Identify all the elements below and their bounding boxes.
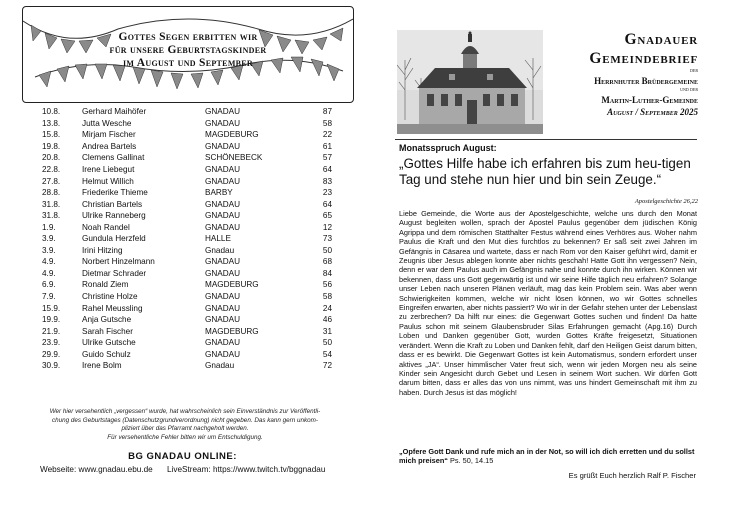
birthday-name: Guido Schulz: [82, 349, 131, 359]
privacy-note-line: pliziert über das Pfarramt nachgeholt werden.: [121, 425, 249, 432]
birthday-age: 87: [322, 107, 332, 117]
birthday-place: GNADAU: [205, 141, 241, 151]
birthday-row: [42, 360, 332, 372]
birthday-place: SCHÖNEBECK: [205, 153, 263, 163]
birthday-age: 23: [322, 188, 332, 198]
birthday-date: 21.9.: [42, 326, 61, 336]
birthday-heading-line: im August und September: [122, 57, 254, 69]
birthday-place: GNADAU: [205, 303, 241, 313]
birthday-name: Dietmar Schrader: [82, 268, 147, 278]
birthday-place: BARBY: [205, 188, 233, 198]
verse-source: Apostelgeschichte 26,22: [634, 198, 698, 205]
greeting: Es grüßt Euch herzlich Ralf P. Fischer: [568, 471, 696, 480]
birthday-row: [42, 256, 332, 268]
birthday-name: Gundula Herzfeld: [82, 234, 146, 244]
masthead-connector: der: [690, 69, 698, 74]
masthead-connector: und der: [680, 88, 698, 93]
birthday-date: 31.8.: [42, 199, 61, 209]
birthday-row: [42, 210, 332, 222]
birthday-place: GNADAU: [205, 222, 241, 232]
privacy-note-line: chung des Geburtstages (Datenschutzgrundverordnung) nicht gegeben. Das kann gern unkom-: [51, 416, 319, 424]
birthday-row: [42, 221, 332, 233]
birthday-row: [42, 348, 332, 360]
birthday-row: [42, 175, 332, 187]
birthday-age: 64: [322, 165, 332, 174]
birthday-age: 12: [322, 222, 332, 232]
birthday-date: 19.8.: [42, 141, 61, 151]
birthday-place: MAGDEBURG: [205, 326, 259, 336]
birthday-age: 83: [322, 176, 332, 186]
birthday-age: 58: [322, 292, 332, 302]
birthday-age: 50: [322, 338, 332, 348]
birthday-place: HALLE: [205, 234, 231, 244]
birthday-date: 19.9.: [42, 315, 61, 325]
birthday-row: [42, 129, 332, 141]
masthead: [528, 30, 698, 118]
birthday-age: 31: [322, 326, 332, 336]
birthday-date: 23.9.: [42, 338, 61, 348]
devotional-text: Liebe Gemeinde, die Worte aus der Apostelgeschichte, welche uns durch den Monat August begleiten wollen, sprach der Apostel Paulus gegenüber dem jüdischen König Agrippa und dem römischen Statthalter Festus während eines Verhöres aus. Woher nahm Paulus die Kraft und den Mut dies furchtlos zu bekennen? Er saß seit zwei Jahren im Gefängnis in Cäsarea und wartete, dass er nach Rom vor den Kaiser geführt wird, damit er Zeugnis über Jesus ablegen konnte aber nichts geschah! Hatte Gott ihn vergessen? Nein, denn er war dem Paulus auch im Gefängnis nahe und konnte durch ihn wirken. Können wir bekennen, dass uns Gott gegenwärtig ist und wir seine Hilfe täglich neu erfahren? Solange unser Leben nach unseren Plänen verläuft, mag das kein Problem sein. Was aber wenn Schwierigkeiten kommen, welche wir nicht lösen können, wo wir Gottes schnelles Eingreifen erwarten, aber nichts passiert? Wo wir in der Gefahr stehen unter der Lebenslast zu zerbrechen? Da hilft nur eines: die Gegenwart Gottes suchen und finden! Da hatte Paulus schon mit seinem Glaubensbruder Silas Erfahrungen gemacht (Apg.16) Durch Loben und Danken gegenüber Gott, wurden Gottes Kräfte freigesetzt, Situationen verändert. Wenn die Kraft zu Loben und Danken fehlt, darf den Heiligen Geist darum bitten, dass er es bewirkt. Die Gegenwart Gottes ist kein Automatismus, sondern erfordert unser aktives „JA“. Unser himmlischer Vater freut sich, wenn wir jeden Morgen neu als seine Kinder sein Angesicht durch Gebet und Lesen in seinem Wort suchen. Wir dürfen Gott darum bitten, dass er alles das von uns nimmt, was uns hindert Gemeinschaft mit ihm zu haben. Durch Jesus ist das möglich!: [399, 209, 697, 397]
privacy-note-line: Wer hier versehentlich „vergessen“ wurde, hat wahrscheinlich sein Einverständnis zur Veröffentli-: [49, 408, 321, 415]
birthday-place: GNADAU: [205, 292, 241, 302]
birthday-date: 30.9.: [42, 361, 61, 371]
birthday-date: 15.8.: [42, 130, 61, 140]
church-photo-icon: [397, 30, 543, 134]
masthead-congregation: Herrnhuter Brüdergemeine: [594, 76, 698, 86]
birthday-name: Rahel Meussling: [82, 303, 143, 313]
birthday-row: [42, 141, 332, 153]
birthday-name: Christine Holze: [82, 292, 138, 302]
masthead-title: Gemeindebrief: [589, 50, 698, 67]
monthly-verse: „Gottes Hilfe habe ich erfahren bis zum heu-tigen Tag und stehe nun hier und bin sein Zeuge.“: [399, 156, 691, 187]
birthday-name: Clemens Gallinat: [82, 153, 145, 163]
birthday-date: 27.8.: [42, 176, 61, 186]
birthday-row: [42, 302, 332, 314]
closing-quote: [399, 447, 697, 466]
birthday-place: MAGDEBURG: [205, 280, 259, 290]
birthday-age: 64: [322, 199, 332, 209]
website-link[interactable]: Webseite: www.gnadau.ebu.de: [40, 465, 153, 474]
birthday-age: 65: [322, 211, 332, 221]
birthday-date: 29.9.: [42, 349, 61, 359]
birthday-date: 7.9.: [42, 292, 56, 302]
birthday-name: Jutta Wesche: [82, 118, 132, 128]
birthday-name: Noah Randel: [82, 222, 130, 232]
birthday-place: GNADAU: [205, 211, 241, 221]
birthday-row: [42, 152, 332, 164]
birthday-row: [42, 233, 332, 245]
closing-quote-text: „Opfere Gott Dank und rufe mich an in der Not, so will ich dich erretten und du sollst mich preisen“: [399, 447, 695, 466]
birthday-date: 3.9.: [42, 245, 56, 255]
birthday-date: 20.8.: [42, 153, 61, 163]
birthday-date: 13.8.: [42, 118, 61, 128]
birthday-name: Christian Bartels: [82, 199, 143, 209]
birthday-banner: [22, 6, 354, 103]
birthday-row: [42, 325, 332, 337]
birthday-name: Ulrike Gutsche: [82, 338, 136, 348]
birthday-place: GNADAU: [205, 338, 241, 348]
birthday-age: 22: [322, 130, 332, 140]
birthday-age: 58: [322, 118, 332, 128]
birthday-date: 4.9.: [42, 257, 56, 267]
birthday-place: GNADAU: [205, 176, 241, 186]
online-links: [40, 465, 340, 474]
birthday-age: 24: [322, 303, 332, 313]
birthday-place: GNADAU: [205, 315, 241, 325]
closing-quote-ref: Ps. 50, 14.15: [450, 456, 494, 466]
birthday-name: Sarah Fischer: [82, 326, 133, 336]
birthday-age: 72: [322, 361, 332, 371]
birthday-table: [42, 106, 332, 372]
birthday-row: [42, 245, 332, 257]
birthday-date: 1.9.: [42, 222, 56, 232]
privacy-note-line: Für versehentliche Fehler bitten wir um Entschuldigung.: [107, 433, 263, 441]
birthday-date: 22.8.: [42, 165, 61, 174]
birthday-name: Anja Gutsche: [82, 315, 132, 325]
birthday-row: [42, 118, 332, 130]
masthead-congregation: Martin-Luther-Gemeinde: [601, 95, 698, 105]
privacy-note: [20, 408, 350, 442]
birthday-name: Helmut Willich: [82, 176, 134, 186]
right-page: [365, 0, 730, 516]
online-heading: BG GNADAU ONLINE:: [128, 451, 237, 462]
birthday-row: [42, 198, 332, 210]
birthday-age: 50: [322, 245, 332, 255]
birthday-date: 10.8.: [42, 107, 61, 117]
birthday-heading-line: Gottes Segen erbitten wir: [118, 31, 258, 43]
birthday-place: GNADAU: [205, 199, 241, 209]
birthday-place: Gnadau: [205, 245, 235, 255]
birthday-name: Irini Hitzing: [82, 245, 123, 255]
birthday-date: 6.9.: [42, 280, 56, 290]
birthday-row: [42, 337, 332, 349]
birthday-place: GNADAU: [205, 257, 241, 267]
masthead-title: Gnadauer: [624, 31, 698, 48]
livestream-link[interactable]: LiveStream: https://www.twitch.tv/bggnadau: [167, 465, 326, 474]
birthday-heading-line: für unsere Geburtstagskinder: [109, 44, 267, 56]
birthday-row: [42, 279, 332, 291]
birthday-place: GNADAU: [205, 165, 241, 174]
birthday-age: 84: [322, 268, 332, 278]
birthday-age: 61: [322, 141, 332, 151]
birthday-name: Irene Liebegut: [82, 165, 135, 174]
birthday-row: [42, 187, 332, 199]
birthday-date: 3.9.: [42, 234, 56, 244]
birthday-heading: [63, 31, 313, 70]
birthday-name: Friederike Thieme: [82, 188, 148, 198]
birthday-age: 68: [322, 257, 332, 267]
birthday-name: Gerhard Maihöfer: [82, 107, 147, 117]
birthday-date: 31.8.: [42, 211, 61, 221]
birthday-place: Gnadau: [205, 361, 235, 371]
birthday-age: 54: [322, 349, 332, 359]
birthday-row: [42, 291, 332, 303]
birthday-place: GNADAU: [205, 118, 241, 128]
birthday-place: GNADAU: [205, 349, 241, 359]
birthday-date: 4.9.: [42, 268, 56, 278]
birthday-name: Norbert Hinzelmann: [82, 257, 155, 267]
birthday-name: Andrea Bartels: [82, 141, 137, 151]
birthday-row: [42, 314, 332, 326]
birthday-age: 56: [322, 280, 332, 290]
monthly-verse-label: Monatsspruch August:: [399, 143, 497, 153]
birthday-name: Ulrike Ranneberg: [82, 211, 146, 221]
birthday-date: 28.8.: [42, 188, 61, 198]
birthday-row: [42, 268, 332, 280]
birthday-place: GNADAU: [205, 268, 241, 278]
birthday-age: 73: [322, 234, 332, 244]
birthday-age: 57: [322, 153, 332, 163]
birthday-place: MAGDEBURG: [205, 130, 259, 140]
birthday-name: Irene Bolm: [82, 361, 122, 371]
divider: [395, 139, 697, 140]
birthday-place: GNADAU: [205, 107, 241, 117]
birthday-row: [42, 164, 332, 176]
issue-date: August / September 2025: [607, 107, 698, 117]
birthday-date: 15.9.: [42, 303, 61, 313]
birthday-name: Ronald Ziem: [82, 280, 129, 290]
birthday-row: [42, 106, 332, 118]
birthday-age: 46: [322, 315, 332, 325]
birthday-name: Mirjam Fischer: [82, 130, 136, 140]
